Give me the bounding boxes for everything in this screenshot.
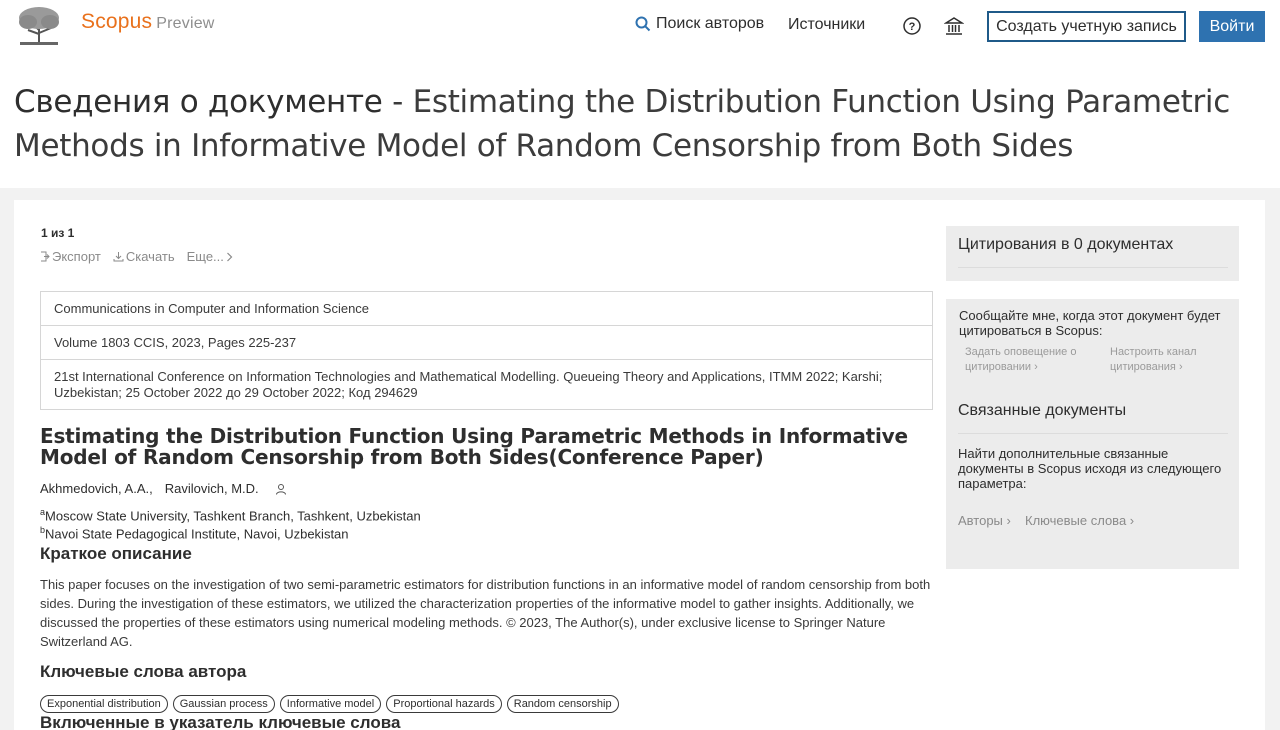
result-counter: 1 из 1: [41, 226, 75, 240]
chevron-right-icon: ›: [1129, 513, 1135, 528]
author-list: [40, 481, 287, 496]
keyword-tag[interactable]: Exponential distribution: [40, 695, 168, 713]
page-title-document: Estimating the Distribution Function Using Parametric Methods in Informative Model of Random Censorship from Both Sides: [14, 84, 1230, 164]
source-info-box: [40, 291, 933, 410]
help-icon[interactable]: [903, 17, 921, 35]
search-icon: [635, 16, 651, 32]
keyword-tags: [40, 695, 619, 713]
elsevier-logo-icon[interactable]: [14, 4, 64, 47]
affiliation-text: Navoi State Pedagogical Institute, Navoi, Uzbekistan: [45, 526, 349, 542]
related-keywords-label: Ключевые слова: [1025, 513, 1127, 528]
export-button[interactable]: [40, 249, 101, 264]
page-title: [14, 80, 1254, 168]
source-volume: [41, 326, 932, 360]
set-citation-alert-label: Задать оповещение о цитировании: [965, 346, 1077, 373]
export-label: Экспорт: [52, 249, 101, 264]
keyword-tag[interactable]: Informative model: [280, 695, 381, 713]
citation-feed-label: Настроить канал цитирования: [1110, 346, 1197, 373]
export-icon: [40, 251, 50, 262]
affiliation-item: [40, 505, 421, 523]
chevron-right-icon: ›: [1034, 361, 1038, 373]
keyword-tag[interactable]: Proportional hazards: [386, 695, 502, 713]
source-conference: [41, 360, 932, 410]
conference-info: 21st International Conference on Information Technologies and Mathematical Modelling. Queueing Theory and Applications, ITMM 2022; Karshi; Uzbekistan; 25 October 2022 до 29 October 2022; Код 294629: [54, 369, 883, 400]
author-link[interactable]: Akhmedovich, A.A.,: [40, 481, 153, 496]
chevron-right-icon: ›: [1178, 361, 1183, 373]
top-header: [0, 0, 1280, 52]
search-authors-label: Поиск авторов: [656, 15, 765, 32]
citation-feed-link[interactable]: [1110, 345, 1230, 375]
indexed-keywords-heading: Включенные в указатель ключевые слова: [40, 713, 401, 730]
person-icon[interactable]: [275, 483, 287, 495]
brand-name: Scopus: [81, 10, 153, 33]
divider: [958, 433, 1228, 434]
source-journal[interactable]: [41, 292, 932, 326]
more-button[interactable]: [187, 249, 233, 264]
related-by-authors-link[interactable]: [958, 513, 1011, 528]
search-authors-link[interactable]: [635, 15, 764, 33]
login-button[interactable]: Войти: [1199, 11, 1265, 42]
document-toolbar: [40, 249, 233, 264]
alerts-related-panel: [946, 299, 1239, 569]
download-icon: [113, 251, 124, 262]
brand-preview-label: Preview: [156, 15, 215, 32]
sources-link[interactable]: Источники: [788, 16, 866, 33]
affiliation-item: [40, 523, 421, 541]
affiliation-mark: b: [40, 525, 46, 536]
download-button[interactable]: [113, 249, 175, 264]
abstract-heading: Краткое описание: [40, 544, 192, 563]
title-band: [0, 52, 1280, 188]
affiliation-mark: a: [40, 507, 46, 517]
keyword-tag[interactable]: Random censorship: [507, 695, 619, 713]
journal-name: Communications in Computer and Information Science: [54, 301, 370, 316]
related-by-keywords-link[interactable]: [1025, 513, 1134, 528]
institution-icon[interactable]: [944, 16, 964, 36]
citations-panel: [946, 226, 1239, 281]
chevron-right-icon: [226, 252, 233, 262]
more-label: Еще...: [186, 249, 224, 264]
related-authors-label: Авторы: [958, 513, 1003, 528]
page-title-separator: -: [382, 84, 413, 120]
citations-title: Цитирования в 0 документах: [958, 236, 1174, 253]
author-link[interactable]: Ravilovich, M.D.: [164, 481, 259, 496]
document-title: Estimating the Distribution Function Using Parametric Methods in Informative Model of Random Censorship from Both Sides(Conference Paper): [40, 424, 908, 469]
related-documents-title: Связанные документы: [958, 402, 1127, 419]
related-documents-text: Найти дополнительные связанные документы в Scopus исходя из следующего параметра:: [958, 446, 1222, 491]
keyword-tag[interactable]: Gaussian process: [173, 695, 275, 713]
create-account-button[interactable]: Создать учетную запись: [987, 11, 1186, 42]
affiliation-text: Moscow State University, Tashkent Branch, Tashkent, Uzbekistan: [45, 508, 421, 524]
citation-alert-text: Сообщайте мне, когда этот документ будет цитироваться в Scopus:: [959, 308, 1221, 338]
affiliations: [40, 505, 421, 542]
chevron-right-icon: ›: [1006, 513, 1011, 528]
abstract-text: This paper focuses on the investigation of two semi-parametric estimators for distribution functions in an informative model of random censorship from both sides. During the investigation of these estimators, we utilized the characterization properties of the informative model to gather insights. Additionally, we discussed the properties of these estimators using numerical modeling methods. © 2023, The Author(s), under exclusive license to Springer Nature Switzerland AG.: [40, 577, 931, 649]
author-keywords-heading: Ключевые слова автора: [40, 662, 247, 681]
page-title-main: Сведения о документе: [14, 84, 383, 120]
scopus-brand[interactable]: [81, 10, 215, 34]
divider: [958, 267, 1228, 268]
volume-info: Volume 1803 CCIS, 2023, Pages 225-237: [54, 335, 297, 350]
download-label: Скачать: [125, 249, 175, 264]
set-citation-alert-link[interactable]: [965, 345, 1095, 375]
svg-text:?: ?: [908, 21, 916, 33]
